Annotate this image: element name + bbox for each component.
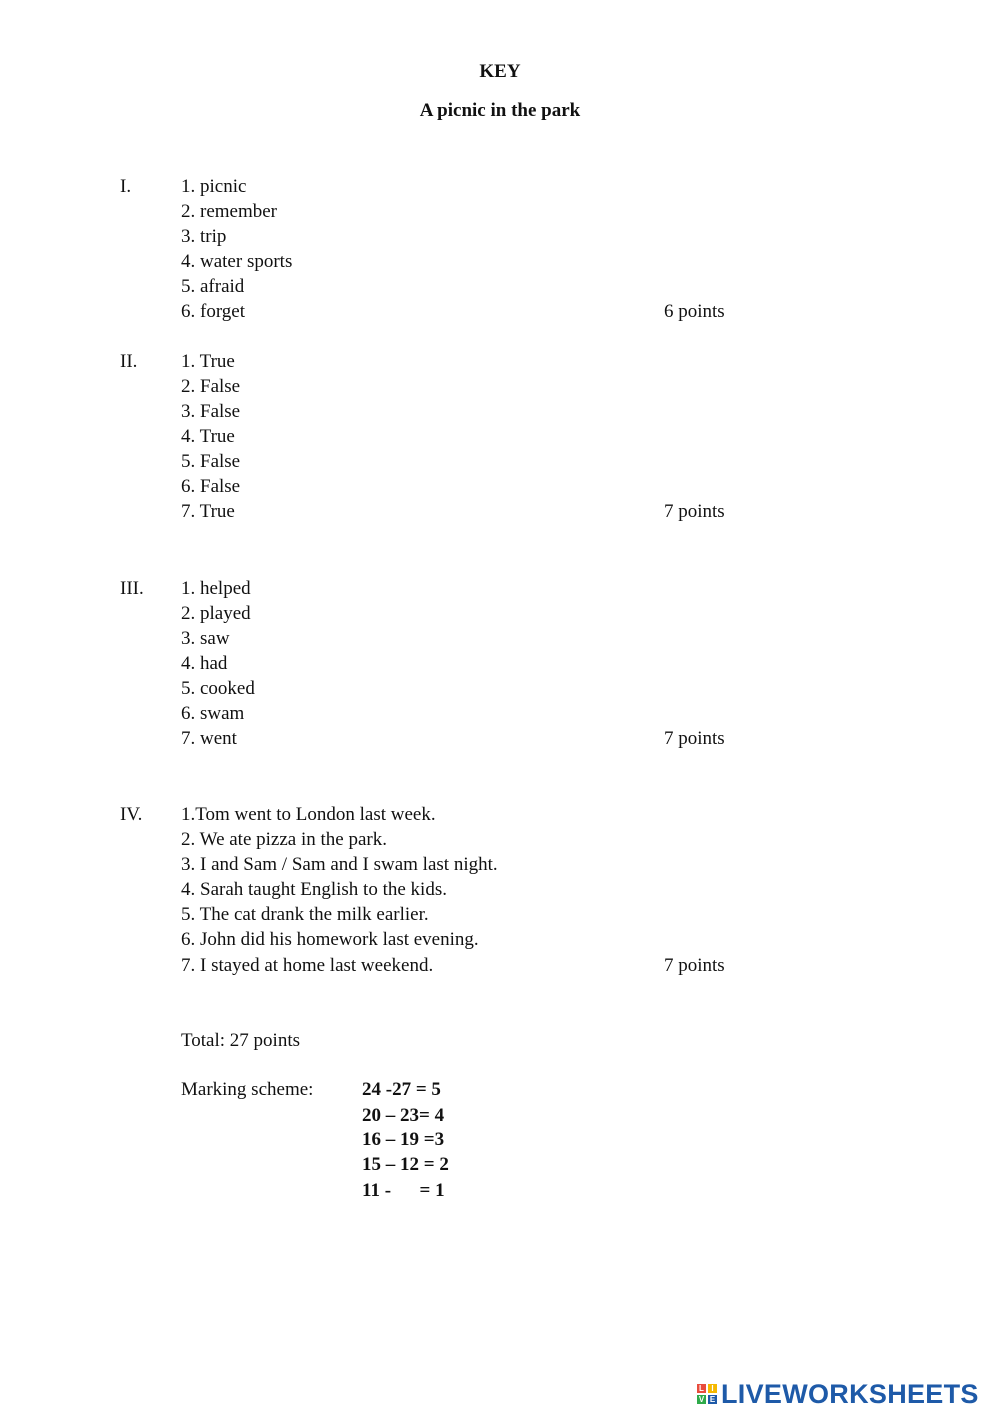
section-points: 7 points [664, 955, 725, 976]
list-item: 2. played [181, 603, 251, 624]
list-item: 7. I stayed at home last weekend. [181, 955, 434, 976]
list-item: 4. water sports [181, 251, 293, 272]
list-item: 1. picnic [181, 176, 247, 197]
list-item: 3. trip [181, 226, 227, 247]
list-item: 6. False [181, 476, 241, 497]
logo-text: LIVEWORKSHEETS [721, 1378, 979, 1409]
marking-row: 16 – 19 =3 [362, 1129, 445, 1150]
list-item: 1. True [181, 351, 235, 372]
list-item: 3. saw [181, 628, 230, 649]
section-numeral: II. [120, 351, 138, 372]
list-item: 2. We ate pizza in the park. [181, 829, 387, 850]
list-item: 5. afraid [181, 276, 245, 297]
logo-icon: L I V E [698, 1384, 716, 1404]
liveworksheets-logo[interactable] [697, 1377, 979, 1411]
section-points: 7 points [664, 501, 725, 522]
marking-row: 11 - = 1 [362, 1180, 445, 1201]
list-item: 5. False [181, 451, 241, 472]
list-item: 5. The cat drank the milk earlier. [181, 904, 429, 925]
section-points: 6 points [664, 301, 725, 322]
marking-row: 15 – 12 = 2 [362, 1154, 449, 1175]
list-item: 6. John did his homework last evening. [181, 929, 479, 950]
list-item: 6. forget [181, 301, 246, 322]
section-numeral: I. [120, 176, 132, 197]
marking-scheme-label: Marking scheme: [181, 1079, 314, 1100]
section-numeral: IV. [120, 804, 143, 825]
total-points: Total: 27 points [181, 1030, 301, 1051]
marking-row: 20 – 23= 4 [362, 1105, 445, 1126]
list-item: 6. swam [181, 703, 245, 724]
list-item: 4. had [181, 653, 228, 674]
list-item: 7. went [181, 728, 237, 749]
list-item: 2. remember [181, 201, 278, 222]
list-item: 3. I and Sam / Sam and I swam last night. [181, 854, 498, 875]
key-heading: KEY [479, 61, 521, 82]
section-points: 7 points [664, 728, 725, 749]
list-item: 1.Tom went to London last week. [181, 804, 436, 825]
list-item: 4. True [181, 426, 235, 447]
page-title: A picnic in the park [419, 100, 581, 121]
list-item: 2. False [181, 376, 241, 397]
list-item: 4. Sarah taught English to the kids. [181, 879, 447, 900]
marking-row: 24 -27 = 5 [362, 1079, 441, 1100]
list-item: 3. False [181, 401, 241, 422]
list-item: 5. cooked [181, 678, 255, 699]
list-item: 1. helped [181, 578, 251, 599]
section-numeral: III. [120, 578, 144, 599]
list-item: 7. True [181, 501, 235, 522]
